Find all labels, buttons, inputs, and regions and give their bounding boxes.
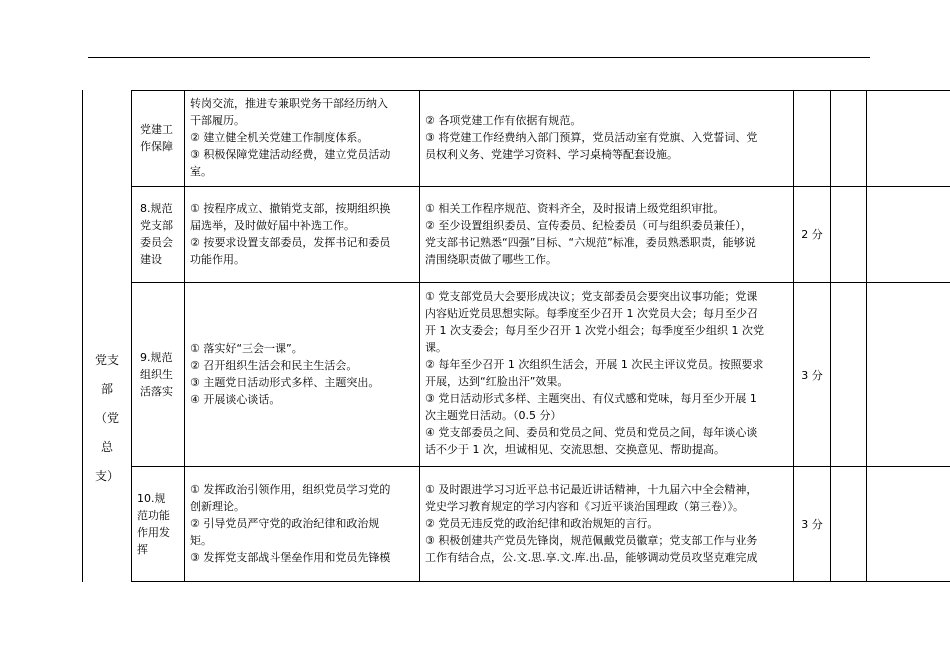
standards-cell: ① 及时跟进学习习近平总书记最近讲话精神，十九届六中全会精神， 党史学习教育规定的学习内容和《习近平谈治国理政（第三卷）》。 ② 党员无违反党的政治纪律和政治规矩的言行。 ③ 积极创建共产党员先锋岗，规范佩戴党员徽章；党支部工作与业务 工作有结合点，公.文.思.享.文.库.出.品，能够调动党员攻坚克难完成 <box>425 483 758 564</box>
item-cell: 9.规范 组织生 活落实 <box>140 351 173 398</box>
score-cell: 3 分 <box>801 369 823 382</box>
table-border-left <box>82 90 83 582</box>
requirements-cell: ① 落实好“三会一课”。 ② 召开组织生活会和民主生活会。 ③ 主题党日活动形式多样、主题突出。 ④ 开展谈心谈话。 <box>190 342 380 406</box>
standards-cell: ① 相关工作程序规范、资料齐全，及时报请上级党组织审批。 ② 至少设置组织委员、宣传委员、纪检委员（可与组织委员兼任）， 党支部书记熟悉“四强”目标、“六规范”标准，委员熟悉职责，能够说 清围绕职责做了哪些工作。 <box>425 202 756 266</box>
column-divider <box>131 90 132 582</box>
column-divider <box>830 90 831 582</box>
score-cell: 3 分 <box>801 518 823 531</box>
column-divider <box>419 90 420 582</box>
row-divider <box>131 186 950 187</box>
requirements-cell: 转岗交流，推进专兼职党务干部经历纳入 干部履历。 ② 建立健全机关党建工作制度体系。 ③ 积极保障党建活动经费，建立党员活动 室。 <box>190 97 391 178</box>
standards-cell: ② 各项党建工作有依据有规范。 ③ 将党建工作经费纳入部门预算，党员活动室有党旗、入党誓词、党 员权利义务、党建学习资料、学习桌椅等配套设施。 <box>425 114 758 161</box>
requirements-cell: ① 按程序成立、撤销党支部，按期组织换 届选举，及时做好届中补选工作。 ② 按要求设置支部委员，发挥书记和委员 功能作用。 <box>190 202 391 266</box>
header-rule <box>88 57 870 58</box>
row-divider <box>131 90 950 91</box>
table-bottom <box>131 581 950 582</box>
requirements-cell: ① 发挥政治引领作用，组织党员学习党的 创新理论。 ② 引导党员严守党的政治纪律和政治规 矩。 ③ 发挥党支部战斗堡垒作用和党员先锋模 <box>190 483 391 564</box>
group-label: 党支 部 （党 总 支） <box>94 353 119 483</box>
column-divider <box>866 90 867 582</box>
item-cell: 党建工 作保障 <box>140 123 173 153</box>
column-divider <box>793 90 794 582</box>
row-divider <box>131 466 950 467</box>
item-cell: 10.规 范功能 作用发 挥 <box>137 492 170 556</box>
standards-cell: ① 党支部党员大会要形成决议；党支部委员会要突出议事功能；党课 内容贴近党员思想实际。每季度至少召开 1 次党员大会；每月至少召 开 1 次支委会；每月至少召开 1 次党小组会；每季度至少组织 1 次党 课。 ② 每年至少召开 1 次组织生活会，开展 1 次民主评议党员。按照要求 开展，达到“红脸出汗”效果。 ③ 党日活动形式多样、主题突出、有仪式感和党味，每月至少开展 1 次主题党日活动。（0.5 分） ④ 党支部委员之间、委员和党员之间、党员和党员之间，每年谈心谈 话不少于 1 次，坦诚相见、交流思想、交换意见、帮助提高。 <box>425 290 764 456</box>
item-cell: 8.规范 党支部 委员会 建设 <box>140 202 173 266</box>
row-divider <box>131 282 950 283</box>
column-divider <box>184 90 185 582</box>
score-cell: 2 分 <box>801 228 823 241</box>
